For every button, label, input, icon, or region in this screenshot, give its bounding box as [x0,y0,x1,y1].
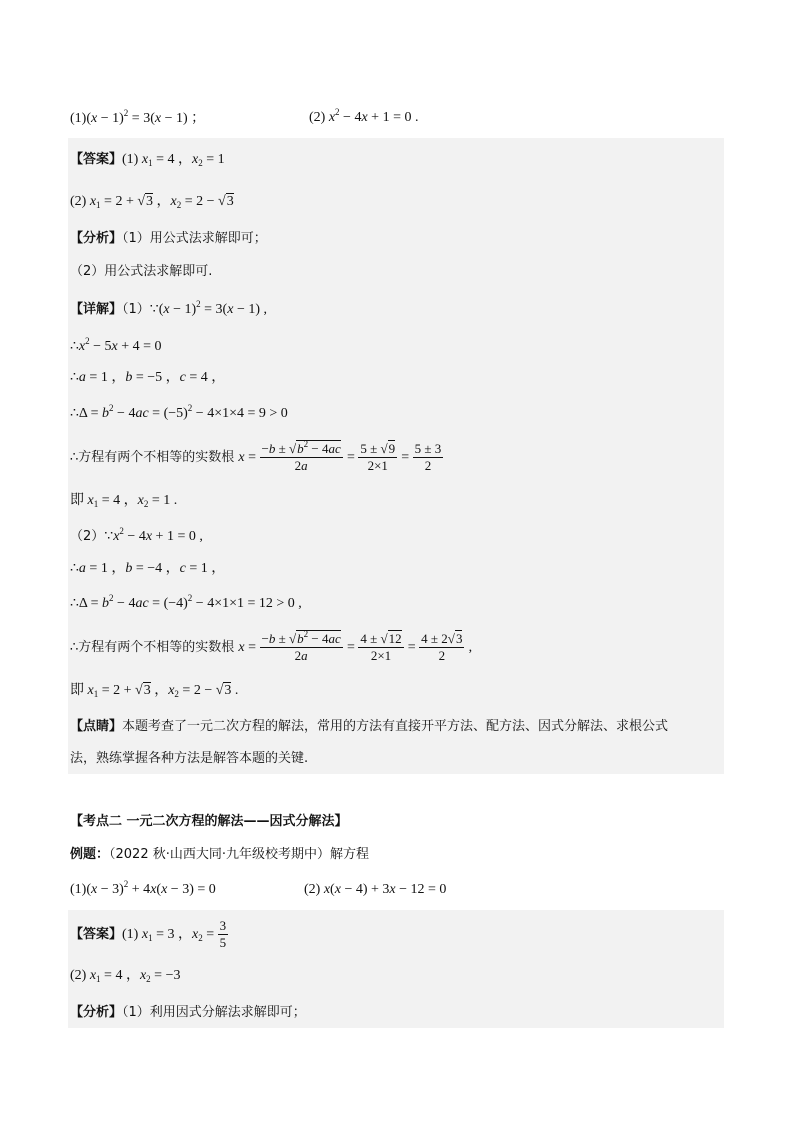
problem-1-equation: $(1)(x - 1)^2 = 3(x - 1)$ ； [70,108,206,126]
analysis-label: 【分析】 [70,231,123,246]
analysis-1-line-1: 【分析】（1）用公式法求解即可； [70,231,267,246]
detail-1-line-8: ∴a = 1 ，b = −4 ，c = 1 ， [70,561,226,576]
detail-1-line-3: ∴a = 1 ，b = −5 ，c = 4 ， [70,370,226,385]
analysis-1-line-2: （2）用公式法求解即可. [70,264,213,279]
comment-1-line-1: 【点睛】本题考查了一元二次方程的解法，常用的方法有直接开平方法、配方法、因式分解法、求根公式 [70,719,669,734]
detail-1-line-11: 即 $x_1 = 2 + √3$ ，$x_2 = 2 - √3$ . [70,682,239,699]
detail-1-line-10: ∴方程有两个不相等的实数根 x = $\frac{-b \pm √b^2 - 4ac}{2a}$ = $\frac{4 \pm √12}{2\times 1}$ = $\frac{4 \pm 2√3}{2}$ , [70,629,473,663]
detail-label: 【详解】 [70,302,123,317]
problem-2-right: (2) x(x − 4) + 3x − 12 = 0 [304,882,447,897]
example-line: 例题：（2022 秋·山西大同·九年级校考期中）解方程 [70,847,369,862]
answer-2-line-1: 【答案】(1) $x_1 = 3$ ，$x_2$ = $\frac{3}{5}$ [70,918,227,950]
detail-1-line-7: $(2)\because x^2 - 4x + 1 = 0$ , [70,526,203,544]
answer-label: 【答案】 [70,152,123,167]
answer-1-line-2: (2) $x_1 = 2 + √3$ ，$x_2 = 2 - √3$ [70,194,234,210]
comment-1-line-2: 法，熟练掌握各种方法是解答本题的关键. [70,751,309,766]
detail-1-line-9: ∴Δ = $b^2 - 4ac = (-4)^2 - 4\times 1\times 1 = 12 > 0$ , [70,593,302,611]
detail-1-line-4: ∴Δ = $b^2 - 4ac = (-5)^2 - 4\times 1\times 4 = 9 > 0$ [70,403,288,421]
analysis-2-line-1: 【分析】（1）利用因式分解法求解即可； [70,1005,306,1020]
detail-1-line-5: ∴方程有两个不相等的实数根 x = $\frac{-b \pm √b^2 - 4ac}{2a}$ = $\frac{5 \pm √9}{2\times 1}$ = $\frac{5 \pm 3}{2}$ [70,439,442,473]
section-2-title: 【考点二 一元二次方程的解法——因式分解法】 [70,814,348,829]
comment-label: 【点睛】 [70,719,123,734]
problem-2-equation: (2) $x^2 - 4x + 1 = 0$ . [309,107,419,125]
answer-1-line-1: 【答案】(1) $x_1 = 4$ ，$x_2 = 1$ [70,152,225,168]
detail-1-line-6: 即 $x_1 = 4$ ，$x_2 = 1$ . [70,492,178,509]
answer-2-line-2: (2) $x_1 = 4$ ，$x_2 = -3$ [70,968,181,984]
problem-2-left: $(1)(x - 3)^2 + 4x(x - 3) = 0$ [70,879,216,897]
detail-1-line-2: $\therefore x^2 - 5x + 4 = 0$ [70,336,162,354]
detail-1-line-1: 【详解】（1）∵(x − 1)$^2$ = 3(x − 1) , [70,299,267,317]
